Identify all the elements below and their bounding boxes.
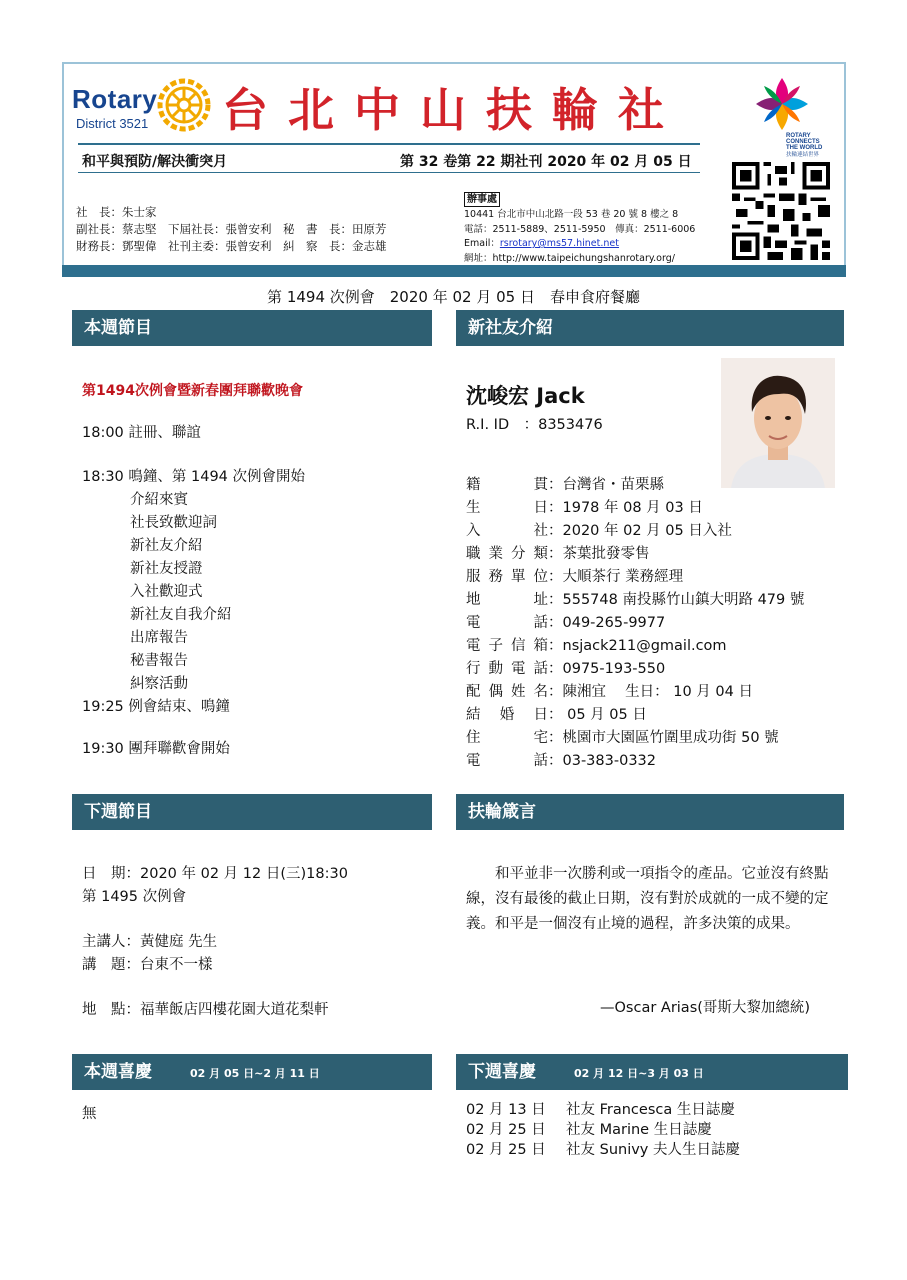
field-value: ：茶葉批發零售 bbox=[548, 546, 650, 562]
program-item: 社長致歡迎詞 bbox=[130, 515, 217, 531]
new-member-heading: 新社友介紹 bbox=[456, 310, 844, 346]
office-tag: 辦事處 bbox=[464, 192, 500, 207]
next-week-details bbox=[82, 863, 348, 1022]
field-value: ：555748 南投縣竹山鎮大明路 479 號 bbox=[548, 592, 805, 608]
email-label: Email： bbox=[464, 238, 500, 249]
program-item: 18:00 註冊、聯誼 bbox=[82, 425, 201, 441]
member-field bbox=[466, 520, 804, 543]
field-value: ：台灣省・苗栗縣 bbox=[548, 477, 664, 493]
program-item: 新社友介紹 bbox=[130, 538, 203, 554]
officers-line: 社 長：朱士家 bbox=[76, 205, 157, 219]
next-week-date: 日 期：2020 年 02 月 12 日(三)18:30 bbox=[82, 866, 348, 882]
field-label: 生日 bbox=[466, 500, 548, 516]
next-week-venue: 地 點：福華飯店四樓花園大道花梨軒 bbox=[82, 1002, 329, 1018]
celebration-item bbox=[466, 1140, 740, 1160]
member-field bbox=[466, 727, 804, 750]
member-field bbox=[466, 497, 804, 520]
member-field bbox=[466, 635, 804, 658]
email-link[interactable]: rsrotary@ms57.hinet.net bbox=[499, 238, 619, 249]
this-week-celebration-content: 無 bbox=[82, 1106, 97, 1122]
rc-logo-text: 扶輪連結世界 bbox=[786, 152, 820, 158]
month-theme: 和平與預防/解決衝突月 bbox=[82, 154, 228, 170]
celebration-date: 02 月 25 日 bbox=[466, 1122, 546, 1138]
field-label: 行動電話 bbox=[466, 661, 548, 677]
celebration-range: 02 月 12 日~3 月 03 日 bbox=[574, 1067, 704, 1080]
motto-text: 和平並非一次勝利或一項指令的產品。它並沒有終點線，沒有最後的截止日期，沒有對於成就的一成不變的定義。和平是一個沒有止境的過程，許多決策的成果。 bbox=[466, 866, 829, 932]
next-week-celebration-heading bbox=[456, 1054, 848, 1090]
program-item: 糾察活動 bbox=[130, 676, 188, 692]
next-week-meeting: 第 1495 次例會 bbox=[82, 889, 187, 905]
celebration-item bbox=[466, 1120, 740, 1140]
field-label: 電話 bbox=[466, 753, 548, 769]
office-email-row bbox=[464, 237, 695, 252]
office-info bbox=[464, 208, 695, 266]
this-week-heading: 本週節目 bbox=[72, 310, 432, 346]
district-label: District 3521 bbox=[76, 116, 149, 131]
field-value: ：大順茶行 業務經理 bbox=[548, 569, 684, 585]
program-item: 入社歡迎式 bbox=[130, 584, 203, 600]
next-week-speaker: 主講人：黃健庭 先生 bbox=[82, 934, 218, 950]
field-label: 結婚日 bbox=[466, 707, 548, 723]
celebration-item bbox=[466, 1100, 740, 1120]
field-label: 籍貫 bbox=[466, 477, 548, 493]
member-name: 沈峻宏 Jack bbox=[466, 384, 585, 408]
officers-line: 財務長：鄧聖偉 社刊主委：張曾安利 糾 察 長：金志雄 bbox=[76, 239, 387, 253]
rc-logo-text: CONNECTS bbox=[786, 139, 820, 145]
field-value: ：陳湘宜 生日： 10 月 04 日 bbox=[548, 684, 753, 700]
celebration-list bbox=[466, 1100, 740, 1160]
celebration-title: 下週喜慶 bbox=[468, 1062, 536, 1082]
officers-line: 副社長：蔡志堅 下屆社長：張曾安利 秘 書 長：田原芳 bbox=[76, 222, 387, 236]
program-list bbox=[82, 466, 305, 719]
member-field bbox=[466, 704, 804, 727]
member-field bbox=[466, 474, 804, 497]
issue-info: 第 32 卷第 22 期社刊 2020 年 02 月 05 日 bbox=[400, 154, 692, 170]
field-label: 職業分類 bbox=[466, 546, 548, 562]
member-field bbox=[466, 566, 804, 589]
field-value: ：03-383-0332 bbox=[548, 753, 656, 769]
member-field bbox=[466, 589, 804, 612]
program-item: 秘書報告 bbox=[130, 653, 188, 669]
field-value: ：2020 年 02 月 05 日入社 bbox=[548, 523, 732, 539]
theme-divider bbox=[78, 172, 700, 173]
program-item: 新社友授證 bbox=[130, 561, 203, 577]
member-photo bbox=[721, 358, 835, 488]
program-item: 介紹來賓 bbox=[130, 492, 188, 508]
program-item: 18:30 鳴鐘、第 1494 次例會開始 bbox=[82, 469, 306, 485]
motto-author: —Oscar Arias(哥斯大黎加總統) bbox=[600, 1000, 811, 1016]
office-website[interactable]: 網址：http://www.taipeichungshanrotary.org/ bbox=[464, 252, 675, 264]
celebration-text: 社友 Francesca 生日誌慶 bbox=[566, 1102, 735, 1118]
member-ri-id: R.I. ID ：8353476 bbox=[466, 417, 603, 433]
field-label: 住宅 bbox=[466, 730, 548, 746]
program-item: 出席報告 bbox=[130, 630, 188, 646]
celebration-date: 02 月 13 日 bbox=[466, 1102, 546, 1118]
program-title: 第1494次例會暨新春團拜聯歡晚會 bbox=[82, 383, 303, 399]
field-value: ：0975-193-550 bbox=[548, 661, 666, 677]
rotary-connects-logo-icon bbox=[736, 74, 828, 158]
title-divider bbox=[78, 143, 700, 145]
program-item: 19:30 團拜聯歡會開始 bbox=[82, 741, 230, 757]
member-field bbox=[466, 681, 804, 704]
rc-logo-text: ROTARY bbox=[786, 133, 811, 139]
rc-logo-text: THE WORLD bbox=[786, 145, 823, 151]
member-field bbox=[466, 543, 804, 566]
next-week-topic: 講 題：台東不一樣 bbox=[82, 957, 213, 973]
officers-list bbox=[76, 204, 387, 255]
rotary-wordmark: Rotary bbox=[72, 84, 158, 114]
field-value: ：桃園市大園區竹圍里成功街 50 號 bbox=[548, 730, 779, 746]
motto-heading: 扶輪箴言 bbox=[456, 794, 844, 830]
member-field bbox=[466, 750, 804, 773]
field-value: ：1978 年 08 月 03 日 bbox=[548, 500, 703, 516]
celebration-text: 社友 Marine 生日誌慶 bbox=[566, 1122, 712, 1138]
celebration-title: 本週喜慶 bbox=[84, 1062, 152, 1082]
masthead-bottom-bar bbox=[62, 265, 846, 277]
this-week-celebration-heading bbox=[72, 1054, 432, 1090]
member-info-list bbox=[466, 474, 804, 773]
club-name: 台北中山扶輪社 bbox=[222, 83, 684, 137]
office-phone: 電話：2511-5889、2511-5950 傳真：2511-6006 bbox=[464, 223, 696, 235]
next-week-heading: 下週節目 bbox=[72, 794, 432, 830]
rotary-wheel-icon bbox=[157, 78, 211, 132]
field-value: ：nsjack211@gmail.com bbox=[548, 638, 727, 654]
celebration-text: 社友 Sunivy 夫人生日誌慶 bbox=[566, 1142, 740, 1158]
field-label: 地址 bbox=[466, 592, 548, 608]
celebration-range: 02 月 05 日~2 月 11 日 bbox=[190, 1067, 320, 1080]
celebration-date: 02 月 25 日 bbox=[466, 1142, 546, 1158]
field-label: 配偶姓名 bbox=[466, 684, 548, 700]
program-item: 新社友自我介紹 bbox=[130, 607, 232, 623]
meeting-line: 第 1494 次例會 2020 年 02 月 05 日 春申食府餐廳 bbox=[267, 288, 640, 306]
field-label: 電子信箱 bbox=[466, 638, 548, 654]
field-label: 電話 bbox=[466, 615, 548, 631]
program-item: 19:25 例會結束、鳴鐘 bbox=[82, 699, 230, 715]
field-label: 入社 bbox=[466, 523, 548, 539]
qr-code-icon bbox=[732, 162, 830, 260]
member-field bbox=[466, 658, 804, 681]
member-field bbox=[466, 612, 804, 635]
office-address: 10441 台北市中山北路一段 53 巷 20 號 8 樓之 8 bbox=[464, 209, 679, 220]
field-value: ：049-265-9977 bbox=[548, 615, 666, 631]
field-value: ： 05 月 05 日 bbox=[548, 707, 647, 723]
portrait-icon bbox=[721, 358, 835, 488]
field-label: 服務單位 bbox=[466, 569, 548, 585]
